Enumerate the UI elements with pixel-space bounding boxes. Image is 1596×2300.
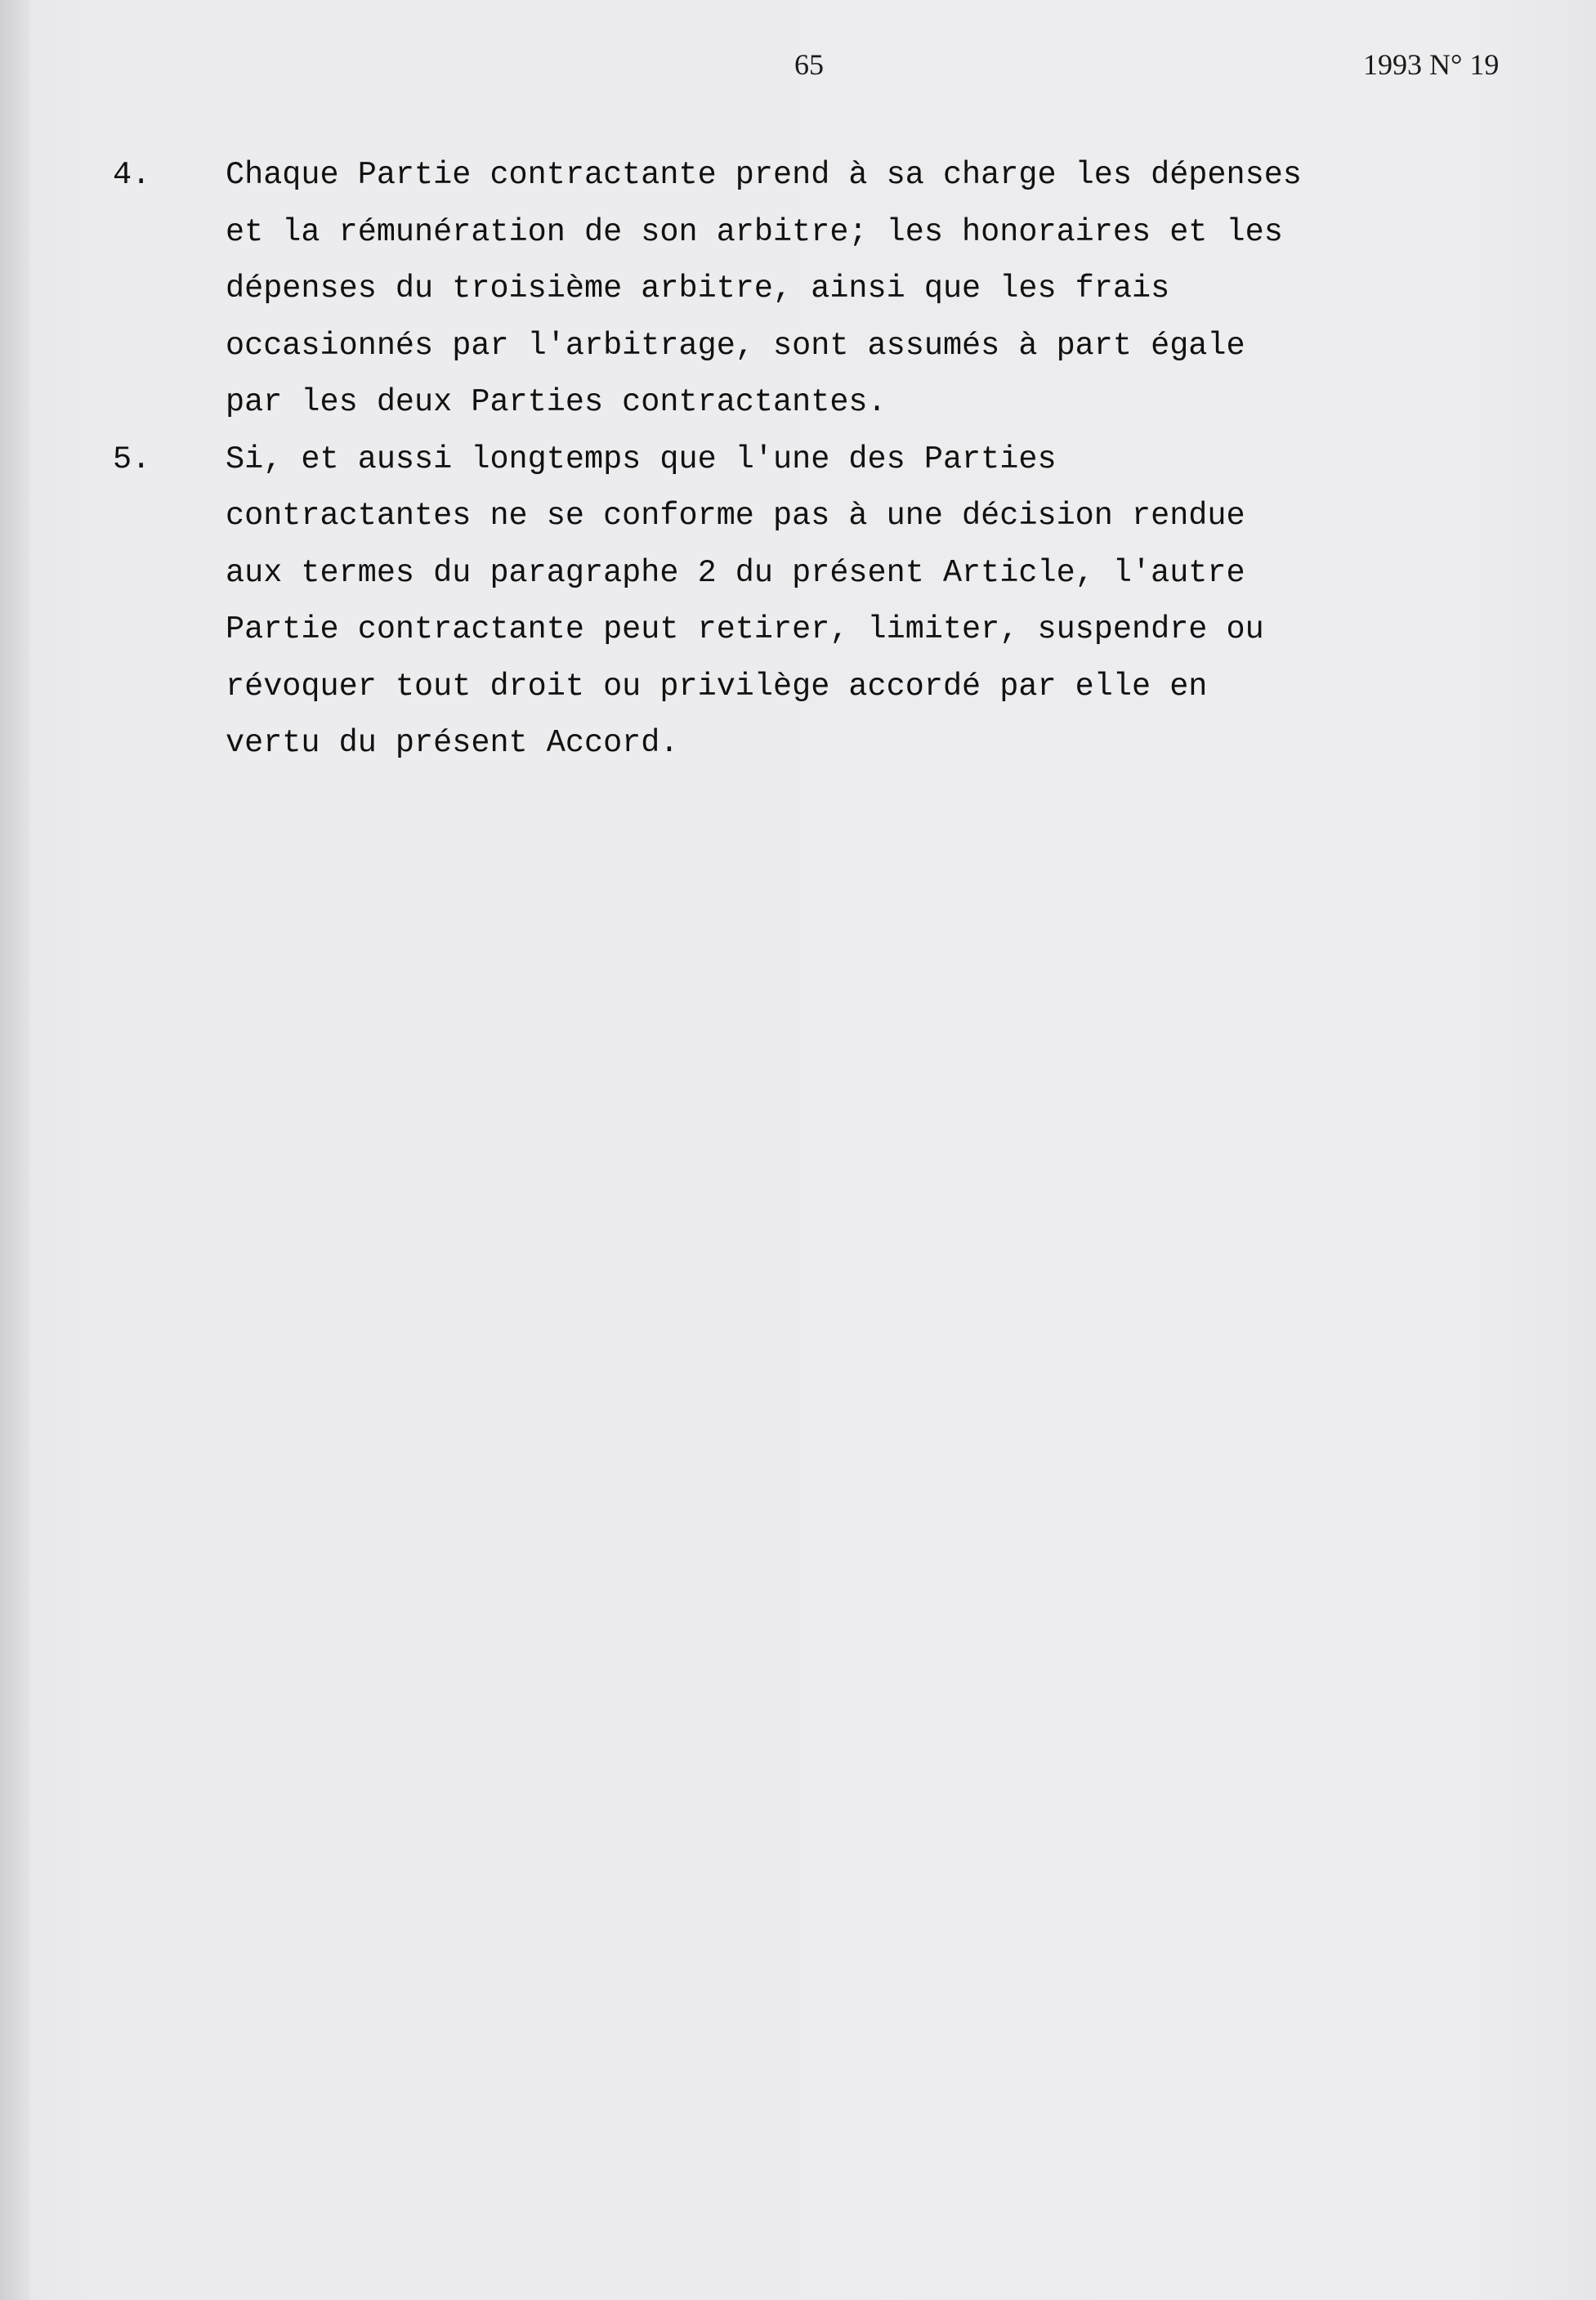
paragraph-line: Si, et aussi longtemps que l'une des Parties: [226, 441, 1057, 477]
paragraph-line: aux termes du paragraphe 2 du présent Article, l'autre: [226, 554, 1245, 591]
page-number: 65: [794, 48, 824, 81]
document-reference: 1993 N° 19: [1363, 48, 1500, 81]
paragraph-line: dépenses du troisième arbitre, ainsi que les frais: [226, 271, 1170, 307]
paragraph-number: 4.: [113, 157, 151, 193]
paragraph-4: [113, 147, 1535, 432]
paragraph-line: et la rémunération de son arbitre; les honoraires et les: [226, 213, 1283, 250]
page-header: [0, 47, 1596, 88]
paragraph-line: occasionnés par l'arbitrage, sont assumés à part égale: [226, 327, 1245, 364]
page-edge-shadow: [0, 0, 29, 2300]
paragraph-number: 5.: [113, 441, 151, 477]
document-body: [113, 147, 1535, 772]
paragraph-line: contractantes ne se conforme pas à une décision rendue: [226, 498, 1245, 534]
paragraph-line: par les deux Parties contractantes.: [226, 384, 887, 420]
paragraph-line: Chaque Partie contractante prend à sa charge les dépenses: [226, 157, 1302, 193]
paragraph-line: Partie contractante peut retirer, limiter, suspendre ou: [226, 611, 1264, 647]
paragraph-5: [113, 432, 1535, 772]
paragraph-line: vertu du présent Accord.: [226, 725, 679, 761]
paragraph-line: révoquer tout droit ou privilège accordé par elle en: [226, 668, 1208, 705]
